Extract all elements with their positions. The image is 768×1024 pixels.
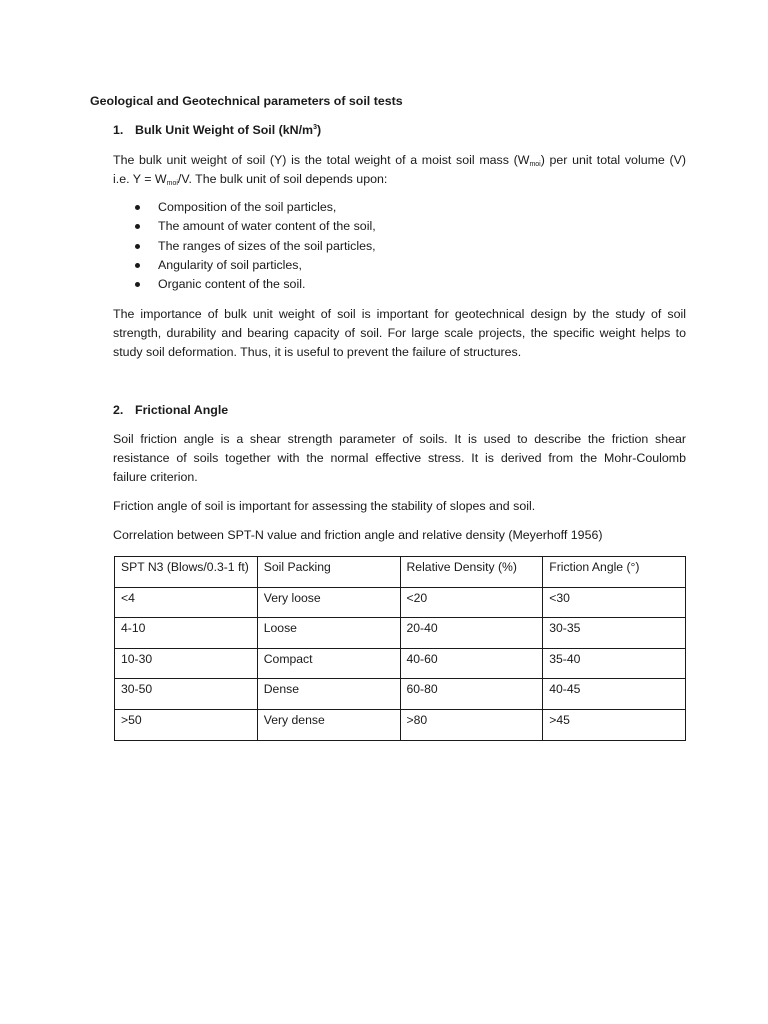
list-item: Composition of the soil particles, (134, 198, 376, 217)
definition-line: failure criterion. (113, 470, 198, 484)
subscript-moi: moi (166, 180, 178, 187)
subscript-moi: moi (529, 161, 541, 168)
table-cell: 40-45 (543, 679, 686, 710)
section-2-number: 2. (113, 403, 124, 417)
intro-line-1: The bulk unit weight of soil (Y) is the total weight of a moist soil mass $(W_{moi})$ per unit total volume (V) (113, 153, 687, 168)
section-2-title: Frictional Angle (135, 403, 229, 417)
section-1-title-superscript: 3 (313, 124, 317, 131)
table-row (115, 618, 686, 649)
intro-line-2: i.e. $Y = W_{moi}/V$. The bulk unit of soil depends upon: (113, 172, 388, 187)
definition-line: resistance of soils together with the normal effective stress. It is derived from the Mohr-Coulomb (113, 451, 686, 465)
definition-line: Soil friction angle is a shear strength parameter of soils. It is used to describe the friction shear (113, 432, 686, 446)
section-2-definition (113, 430, 686, 487)
table-cell: Dense (257, 679, 400, 710)
section-1-title: Bulk Unit Weight of Soil (kN/m (135, 123, 314, 137)
table-cell: <20 (400, 587, 543, 618)
importance-line: The importance of bulk unit weight of soil is important for geotechnical design by the study of soil (113, 307, 686, 321)
table-cell: Very loose (257, 587, 400, 618)
header-cell: Friction Angle (°) (543, 557, 686, 588)
section-2-stability: Friction angle of soil is important for assessing the stability of slopes and soil. (113, 499, 536, 513)
spt-correlation-table (114, 556, 686, 741)
table-row (115, 648, 686, 679)
document-title: Geological and Geotechnical parameters of soil tests (90, 94, 403, 108)
table-cell: 35-40 (543, 648, 686, 679)
table-cell: 30-35 (543, 618, 686, 649)
table-row (115, 679, 686, 710)
table-caption: Correlation between SPT-N value and friction angle and relative density (Meyerhoff 1956) (113, 528, 603, 542)
table-header-row (115, 557, 686, 588)
section-1-number: 1. (113, 123, 124, 137)
header-cell: SPT N3 (Blows/0.3-1 ft) (115, 557, 258, 588)
header-cell: Soil Packing (257, 557, 400, 588)
table-cell: <30 (543, 587, 686, 618)
importance-line: strength, durability and bearing capacity of soil. For large scale projects, the specific weight helps to (113, 326, 686, 340)
table-cell: Loose (257, 618, 400, 649)
importance-line: study soil deformation. Thus, it is useful to prevent the failure of structures. (113, 345, 522, 359)
list-item: The ranges of sizes of the soil particles, (134, 237, 376, 256)
table-cell: 4-10 (115, 618, 258, 649)
header-cell: Relative Density (%) (400, 557, 543, 588)
table-cell: Very dense (257, 709, 400, 740)
list-item: Angularity of soil particles, (134, 256, 376, 275)
table-cell: 30-50 (115, 679, 258, 710)
table-cell: 60-80 (400, 679, 543, 710)
table-cell: 40-60 (400, 648, 543, 679)
table-row (115, 709, 686, 740)
section-1-title-end: ) (316, 123, 322, 137)
section-1-heading (113, 121, 321, 140)
table-cell: 10-30 (115, 648, 258, 679)
table-cell: 20-40 (400, 618, 543, 649)
section-2-heading (113, 401, 228, 420)
table-cell: >50 (115, 709, 258, 740)
table-row (115, 587, 686, 618)
list-item: The amount of water content of the soil, (134, 217, 376, 236)
table-cell: <4 (115, 587, 258, 618)
table-cell: >80 (400, 709, 543, 740)
section-1-intro (113, 151, 686, 189)
table-cell: Compact (257, 648, 400, 679)
list-item: Organic content of the soil. (134, 275, 376, 294)
section-1-importance (113, 305, 686, 362)
dependency-list (134, 198, 376, 294)
table-cell: >45 (543, 709, 686, 740)
